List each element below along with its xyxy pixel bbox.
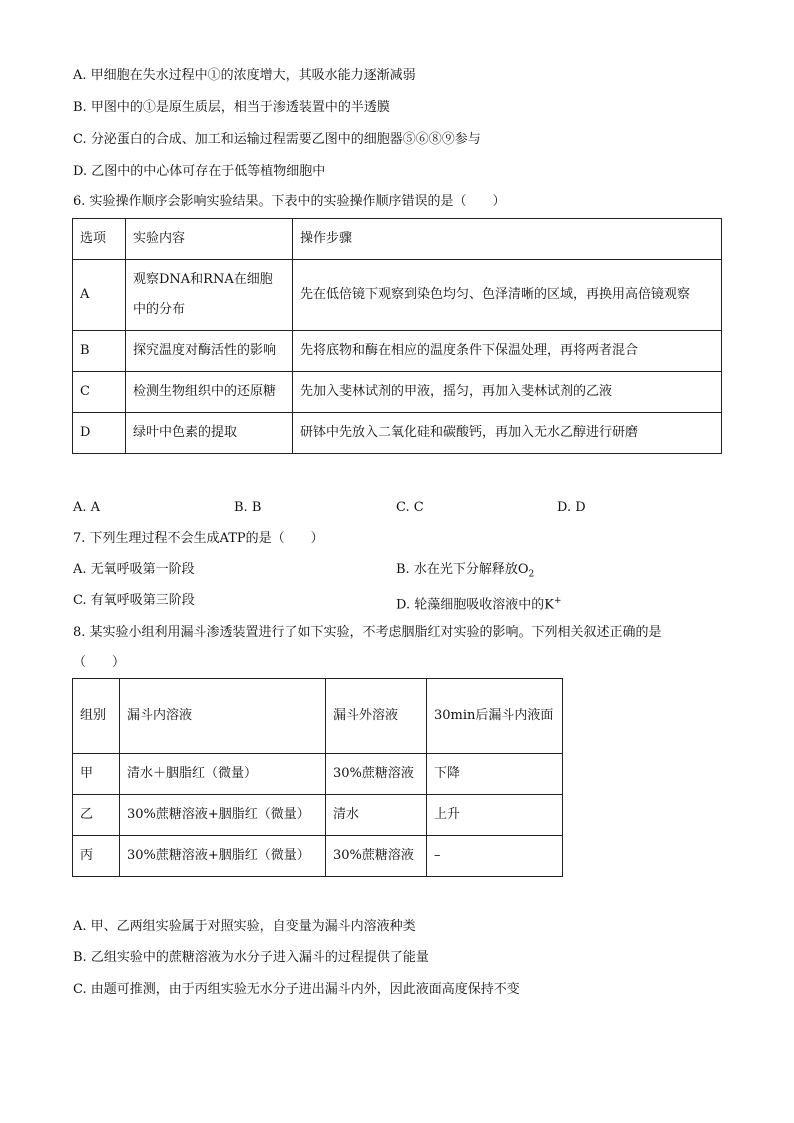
table-cell: 检测生物组织中的还原糖 xyxy=(126,372,293,413)
q6-option-a: A. A xyxy=(73,500,101,515)
q6-table xyxy=(72,218,722,454)
q7-option-a: A. 无氧呼吸第一阶段 xyxy=(73,562,195,577)
table-cell: 研钵中先放入二氧化硅和碳酸钙，再加入无水乙醇进行研磨 xyxy=(293,413,722,454)
table-cell: 观察DNA和RNA在细胞中的分布 xyxy=(126,260,293,331)
table-row xyxy=(73,260,722,331)
table-cell: 30%蔗糖溶液+胭脂红（微量） xyxy=(120,795,326,836)
q7-option-d: D. 轮藻细胞吸收溶液中的K+ xyxy=(396,596,562,613)
q5-option-c: C. 分泌蛋白的合成、加工和运输过程需要乙图中的细胞器⑤⑥⑧⑨参与 xyxy=(73,132,481,147)
table-row xyxy=(73,754,563,795)
q6-option-b: B. B xyxy=(234,500,262,515)
table-row xyxy=(73,836,563,877)
q5-option-b: B. 甲图中的①是原生质层，相当于渗透装置中的半透膜 xyxy=(73,100,390,115)
table-cell: 先将底物和酶在相应的温度条件下保温处理，再将两者混合 xyxy=(293,331,722,372)
table-row xyxy=(73,795,563,836)
table-header-cell: 实验内容 xyxy=(126,219,293,260)
q6-option-d: D. D xyxy=(557,500,586,515)
table-cell: 绿叶中色素的提取 xyxy=(126,413,293,454)
table-cell: B xyxy=(73,331,126,372)
table-row xyxy=(73,331,722,372)
table-cell: 下降 xyxy=(427,754,563,795)
table-header-cell: 漏斗外溶液 xyxy=(326,679,427,754)
table-cell: 30%蔗糖溶液+胭脂红（微量） xyxy=(120,836,326,877)
table-header-cell: 30min后漏斗内液面 xyxy=(427,679,563,754)
table-cell: 丙 xyxy=(73,836,120,877)
table-header-cell: 选项 xyxy=(73,219,126,260)
table-row xyxy=(73,413,722,454)
table-header-row xyxy=(73,219,722,260)
q7-option-c: C. 有氧呼吸第三阶段 xyxy=(73,593,195,608)
table-cell: 先加入斐林试剂的甲液，摇匀，再加入斐林试剂的乙液 xyxy=(293,372,722,413)
table-cell: 先在低倍镜下观察到染色均匀、色泽清晰的区域，再换用高倍镜观察 xyxy=(293,260,722,331)
q8-stem-line2: （ ） xyxy=(73,655,126,670)
table-cell: 清水 xyxy=(326,795,427,836)
table-cell: 甲 xyxy=(73,754,120,795)
q8-option-c: C. 由题可推测，由于丙组实验无水分子进出漏斗内外，因此液面高度保持不变 xyxy=(73,982,520,997)
table-cell: D xyxy=(73,413,126,454)
q5-option-a: A. 甲细胞在失水过程中①的浓度增大，其吸水能力逐渐减弱 xyxy=(73,68,416,83)
q6-stem: 6. 实验操作顺序会影响实验结果。下表中的实验操作顺序错误的是（ ） xyxy=(73,194,506,209)
q8-table xyxy=(72,678,563,877)
table-header-cell: 组别 xyxy=(73,679,120,754)
table-row xyxy=(73,372,722,413)
table-header-cell: 漏斗内溶液 xyxy=(120,679,326,754)
table-header-row xyxy=(73,679,563,754)
table-cell: A xyxy=(73,260,126,331)
table-cell: 探究温度对酶活性的影响 xyxy=(126,331,293,372)
q5-option-d: D. 乙图中的中心体可存在于低等植物细胞中 xyxy=(73,164,326,179)
table-cell: – xyxy=(427,836,563,877)
q7-stem: 7. 下列生理过程不会生成ATP的是（ ） xyxy=(73,531,324,546)
q8-stem-line1: 8. 某实验小组利用漏斗渗透装置进行了如下实验，不考虑胭脂红对实验的影响。下列相关叙述正确的是 xyxy=(73,625,662,640)
q8-option-a: A. 甲、乙两组实验属于对照实验，自变量为漏斗内溶液种类 xyxy=(73,919,416,934)
table-cell: C xyxy=(73,372,126,413)
table-cell: 30%蔗糖溶液 xyxy=(326,836,427,877)
q6-option-c: C. C xyxy=(396,500,424,515)
table-cell: 上升 xyxy=(427,795,563,836)
table-cell: 乙 xyxy=(73,795,120,836)
table-header-cell: 操作步骤 xyxy=(293,219,722,260)
table-cell: 清水＋胭脂红（微量） xyxy=(120,754,326,795)
table-cell: 30%蔗糖溶液 xyxy=(326,754,427,795)
q7-option-b: B. 水在光下分解释放$O_2$ xyxy=(396,562,535,580)
q8-option-b: B. 乙组实验中的蔗糖溶液为水分子进入漏斗的过程提供了能量 xyxy=(73,950,429,965)
